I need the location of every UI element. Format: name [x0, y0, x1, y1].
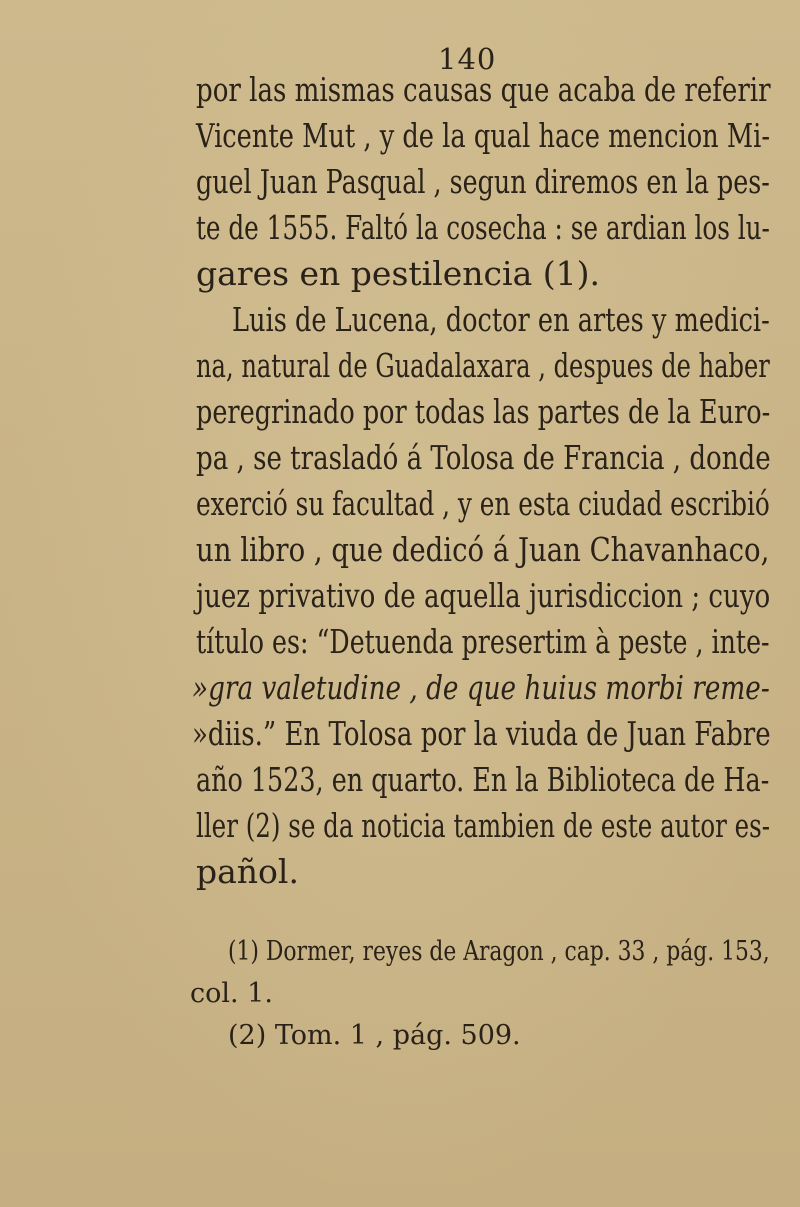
text-line: título es: “Detuenda presertim à peste , inte- [196, 622, 770, 661]
text-line: peregrinado por todas las partes de la Euro- [196, 392, 771, 431]
text-line: juez privativo de aquella jurisdiccion ; cuyo [196, 576, 771, 615]
text-line: gares en pestilencia (1). [196, 254, 600, 293]
text-line: pa , se trasladó á Tolosa de Francia , donde [196, 438, 771, 477]
text-line: Vicente Mut , y de la qual hace mencion Mi- [196, 116, 771, 155]
text-line: te de 1555. Faltó la cosecha : se ardian los lu- [196, 208, 770, 247]
footnote-2: (2) Tom. 1 , pág. 509. [228, 1020, 521, 1051]
text-line: exerció su facultad , y en esta ciudad escribió [196, 484, 770, 523]
text-line: pañol. [196, 852, 299, 891]
paragraph-start-line: Luis de Lucena, doctor en artes y medici- [232, 300, 770, 339]
text-line: ller (2) se da noticia tambien de este autor es- [196, 806, 770, 845]
italic-text-line: »gra valetudine , de que huius morbi reme- [192, 668, 770, 707]
text-line: »diis.” En Tolosa por la viuda de Juan Fabre [192, 714, 771, 753]
footnote-1: (1) Dormer, reyes de Aragon , cap. 33 , pág. 153, [228, 936, 770, 967]
text-line: año 1523, en quarto. En la Biblioteca de Ha- [196, 760, 770, 799]
page-number: 140 [438, 42, 497, 76]
text-line: por las mismas causas que acaba de referir [196, 70, 771, 109]
text-line: na, natural de Guadalaxara , despues de haber [196, 346, 770, 385]
footnote-1-continuation: col. 1. [190, 978, 273, 1009]
text-line: guel Juan Pasqual , segun diremos en la pes- [196, 162, 770, 201]
text-line: un libro , que dedicó á Juan Chavanhaco, [196, 530, 770, 569]
